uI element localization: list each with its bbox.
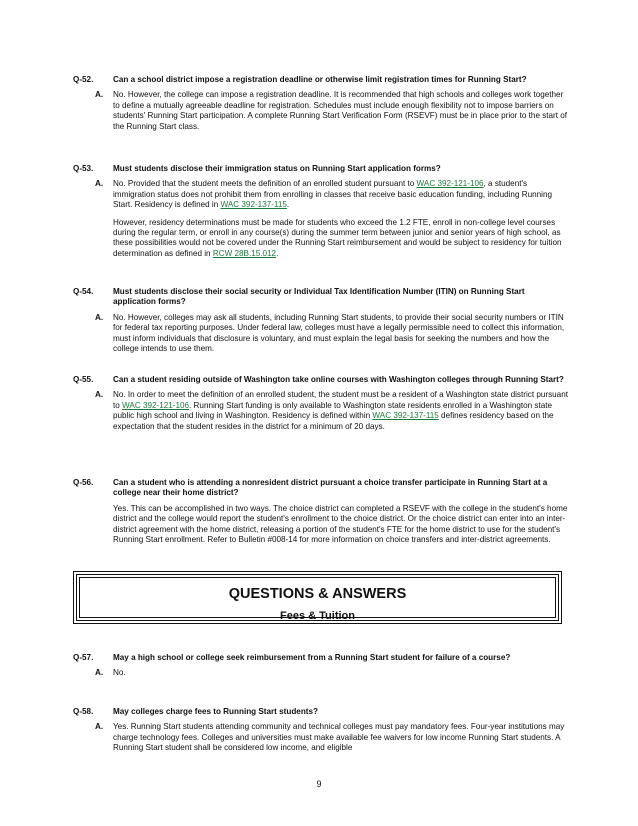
answer-label: A. xyxy=(95,668,104,678)
answer xyxy=(73,722,568,753)
question-text: Can a student who is attending a nonresident district pursuant a choice transfer participate in Running Start at a college near their home district? xyxy=(113,478,548,498)
answer xyxy=(73,179,568,259)
banner-subtitle: Fees & Tuition xyxy=(280,610,355,622)
question xyxy=(73,478,568,499)
wac-link[interactable]: WAC 392-121-106 xyxy=(416,179,484,189)
question-number: Q-54. xyxy=(73,287,94,296)
wac-link[interactable]: WAC 392-137-115 xyxy=(220,200,287,210)
qa-item-q55 xyxy=(73,375,568,432)
answer-text: No. However, colleges may ask all students, including Running Start students, to provide their social security numbers or ITIN for federal tax reporting purposes. Under federal law, colleges must have a legally permissible need to collect this information, must inform individuals that disclosure is voluntary, and must explain the legal basis for seeking the numbers and how the college intends to use them. xyxy=(113,312,565,354)
answer xyxy=(73,90,568,132)
page-number: 9 xyxy=(316,779,322,789)
qa-item-q54 xyxy=(73,287,568,354)
answer-text: No. xyxy=(113,668,126,678)
question-number: Q-58. xyxy=(73,707,94,716)
answer-label: A. xyxy=(95,722,104,732)
question xyxy=(73,287,568,308)
question-number: Q-53. xyxy=(73,164,94,173)
qa-item-q53 xyxy=(73,164,568,259)
answer-label: A. xyxy=(95,390,104,400)
question-text: Must students disclose their immigration status on Running Start application forms? xyxy=(113,164,441,173)
answer-paragraph: No. Provided that the student meets the definition of an enrolled student pursuant to WAC 392-121-106, a student's immigration status does not prohibit them from enrolling in classes that receive basic education funding, including Running Start. Residency is defined in WAC 392-137-115. xyxy=(113,179,552,210)
question-text: May colleges charge fees to Running Start students? xyxy=(113,707,318,716)
answer-text: Yes. This can be accomplished in two ways. The choice district can completed a RSEVF with the college in the student's home district and the college would report the student's enrollment to the choice district. Or the choice district can enter into an inter-district agreement with the home district, releasing a portion of the student's FTE for the home district to use for the student's Running Start enrollment. Refer to Bulletin #008-14 for more information on choice transfers and inter-district agreements. xyxy=(113,503,568,545)
answer-label: A. xyxy=(95,90,104,100)
qa-item-q56 xyxy=(73,478,568,545)
answer xyxy=(73,390,568,432)
question-text: Can a student residing outside of Washington take online courses with Washington colleges through Running Start? xyxy=(113,375,564,384)
qa-item-q57 xyxy=(73,653,568,679)
answer-label: A. xyxy=(95,179,104,189)
wac-link[interactable]: WAC 392-137-115 xyxy=(372,411,439,421)
question-text: Must students disclose their social security or Individual Tax Identification Number (ITIN) on Running Start application forms? xyxy=(113,287,525,307)
question-text: May a high school or college seek reimbursement from a Running Start student for failure of a course? xyxy=(113,653,511,662)
section-banner xyxy=(73,571,562,624)
question-number: Q-55. xyxy=(73,375,94,384)
question-text: Can a school district impose a registration deadline or otherwise limit registration times for Running Start? xyxy=(113,75,527,84)
question-number: Q-52. xyxy=(73,75,94,84)
answer-label: A. xyxy=(95,312,104,322)
question-number: Q-56. xyxy=(73,478,94,487)
qa-item-q52 xyxy=(73,75,568,132)
question-number: Q-57. xyxy=(73,653,94,662)
rcw-link[interactable]: RCW 28B.15.012 xyxy=(212,248,277,258)
answer-text: No. In order to meet the definition of an enrolled student, the student must be a resident of a Washington state district pursuant to WAC 392-121-106. Running Start funding is only available to Washington state residents enrolled in a Washington state public high school and living in Washington. Residency is defined within WAC 392-137-115 defines residency based on the expectation that the student resides in the district for a minimum of 20 days. xyxy=(113,390,568,431)
wac-link[interactable]: WAC 392-121-106 xyxy=(122,400,190,410)
question xyxy=(73,75,568,85)
answer xyxy=(73,668,568,678)
question xyxy=(73,653,568,663)
question xyxy=(73,375,568,385)
answer-text: No. However, the college can impose a registration deadline. It is recommended that high schools and colleges work together to define a mutually agreeable deadline for registration. Schedules must include enough flexibility not to impose barriers on students' Running Start participation. A complete Running Start Verification Form (RSEVF) must be in place prior to the start of the Running Start class. xyxy=(113,90,568,131)
qa-item-q58 xyxy=(73,707,568,754)
banner-title: QUESTIONS & ANSWERS xyxy=(228,586,407,602)
answer-paragraph: However, residency determinations must be made for students who exceed the 1.2 FTE, enroll in non-college level courses during the regular term, or enroll in any course(s) during the summer term between junior and senior years of high school, as these possibilities would not be covered under the Running Start reimbursement and would be subject to residency for tuition determination as defined in RCW 28B.15.012. xyxy=(113,217,562,258)
question xyxy=(73,164,568,174)
answer-text: Yes. Running Start students attending community and technical colleges must pay mandatory fees. Four-year institutions may charge technology fees. Colleges and universities must make available fee waivers for low income Running Start students. A Running Start student shall be considered low income, and eligible xyxy=(113,722,565,753)
answer xyxy=(73,313,568,355)
question xyxy=(73,707,568,717)
